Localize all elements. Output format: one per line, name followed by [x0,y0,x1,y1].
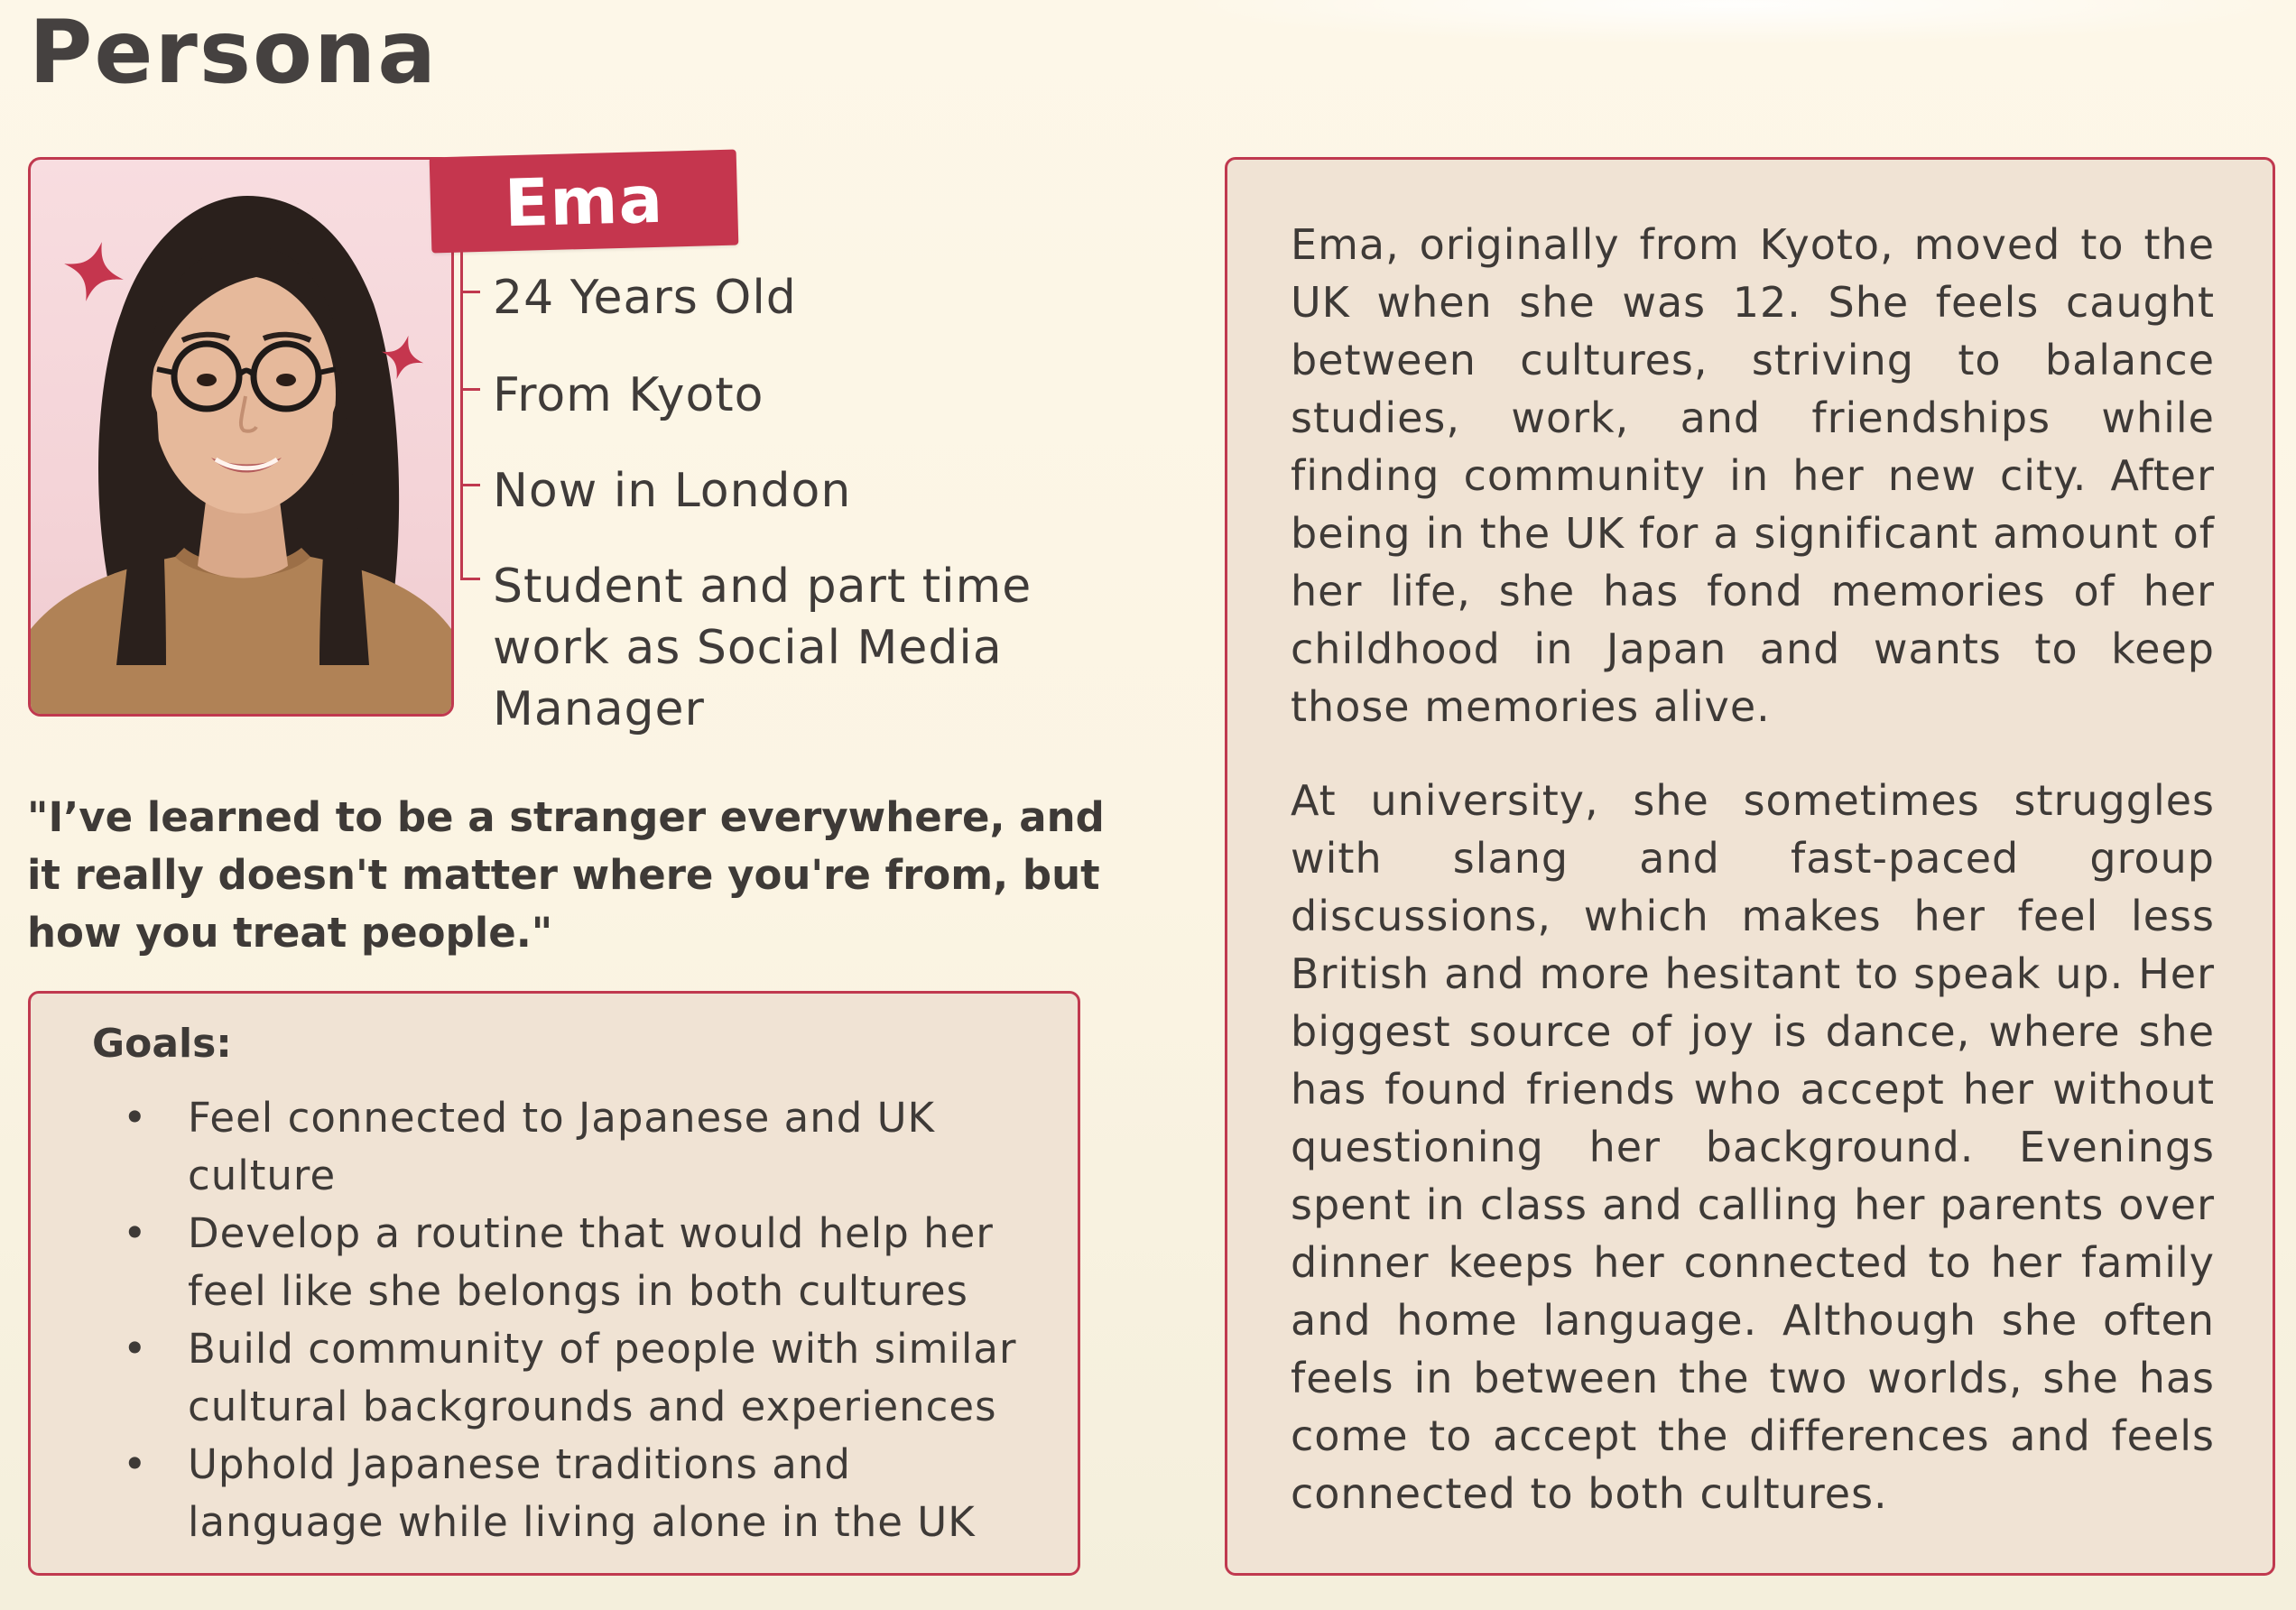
goal-text: Develop a routine that would help her feel like she belongs in both cultures [188,1209,994,1315]
goal-item [92,1436,1049,1551]
story-text [1291,216,2215,1559]
fact-location: Now in London [493,464,852,518]
bullet-icon: • [123,1325,148,1373]
fact-tick [460,578,480,580]
story-paragraph: Ema, originally from Kyoto, moved to the UK when she was 12. She feels caught between cultures, striving to balance studies, work, and friendships while finding community in her new city. After being in the UK for a significant amount of her life, she has fond memories of her childhood in Japan and wants to keep those memories alive. [1291,220,2215,731]
story-paragraph: At university, she sometimes struggles with slang and fast-paced group discussions, which makes her feel less British and more hesitant to speak up. Her biggest source of joy is dance, where she has found friends who accept her without questioning her background. Evenings spent in class and calling her parents over dinner keeps her connected to her family and home language. Although she often feels in between the two worlds, she has come to accept the differences and feels connected to both cultures. [1291,776,2215,1518]
fact-tick [460,388,480,391]
goal-text: Feel connected to Japanese and UK culture [188,1094,936,1199]
goals-list [92,1089,1049,1551]
goal-item [92,1089,1049,1205]
fact-tick [460,291,480,293]
story-panel [1225,157,2275,1576]
page-title: Persona [29,2,439,103]
bullet-icon: • [123,1209,148,1257]
fact-tick [460,484,480,486]
persona-portrait-illustration [31,160,451,714]
fact-occupation: Student and part time work as Social Media Manager [493,560,1032,736]
goals-panel [28,991,1080,1576]
persona-name-tag [430,150,739,254]
background-glow [1173,0,2296,45]
goal-text: Uphold Japanese traditions and language while living alone in the UK [188,1440,976,1546]
persona-quote: "I’ve learned to be a stranger everywhere, and it really doesn't matter where you're from, but how you treat people." [27,793,1105,957]
bullet-icon: • [123,1094,148,1142]
persona-name: Ema [504,161,664,242]
goal-item [92,1320,1049,1436]
fact-origin: From Kyoto [493,368,764,422]
goal-text: Build community of people with similar cultural backgrounds and experiences [188,1325,1017,1430]
persona-photo [28,157,454,717]
facts-connector-line [460,249,463,579]
goal-item [92,1205,1049,1320]
goals-title: Goals: [92,1021,232,1067]
bullet-icon: • [123,1440,148,1488]
sparkle-icon [56,234,131,309]
fact-age: 24 Years Old [493,271,797,325]
